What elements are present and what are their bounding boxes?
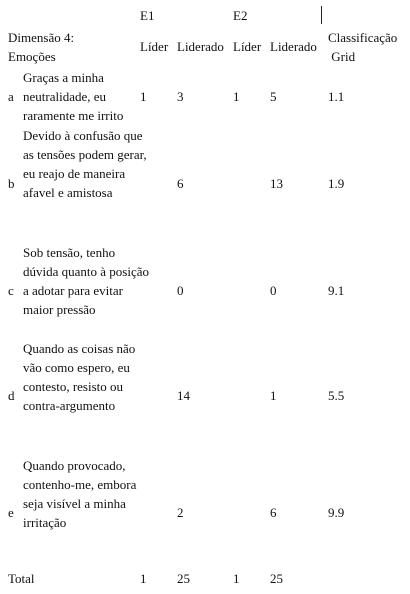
col-header-e2-lider: Líder (233, 39, 262, 54)
col-header-grid: Classificação Grid (328, 30, 398, 64)
cell-e1-liderado: 0 (177, 283, 184, 298)
cell-e1-liderado: 6 (177, 176, 184, 191)
cell-e1-liderado: 2 (177, 505, 184, 520)
total-e2-lider: 1 (233, 571, 240, 586)
row-statement: Quando as coisas não vão como espero, eu contesto, resisto ou contra-argumento (23, 341, 136, 413)
cell-grid: 5.5 (328, 388, 345, 403)
total-e2-liderado: 25 (270, 571, 283, 586)
row-letter: c (8, 283, 14, 298)
row-letter: a (8, 89, 14, 104)
cell-e2-liderado: 6 (270, 505, 277, 520)
row-letter: b (8, 176, 15, 191)
row-statement: Quando provocado, contenho-me, embora seja visível a minha irritação (23, 458, 137, 530)
col-header-e1-liderado: Liderado (177, 39, 224, 54)
row-letter: e (8, 505, 14, 520)
row-statement: Graças a minha neutralidade, eu raramente me irrito (23, 70, 124, 123)
row-statement: Devido à confusão que as tensões podem gerar, eu reajo de maneira afavel e amistosa (23, 128, 147, 200)
group-header-e2: E2 (233, 8, 248, 23)
cell-grid: 9.1 (328, 283, 345, 298)
total-e1-lider: 1 (140, 571, 147, 586)
cell-e1-liderado: 3 (177, 89, 184, 104)
header-divider (321, 6, 322, 24)
cell-e2-liderado: 1 (270, 388, 277, 403)
total-e1-liderado: 25 (177, 571, 190, 586)
cell-grid: 1.9 (328, 176, 345, 191)
cell-e1-liderado: 14 (177, 388, 190, 403)
cell-e2-liderado: 13 (270, 176, 283, 191)
col-header-e2-liderado: Liderado (270, 39, 317, 54)
dimension-title: Dimensão 4: Emoções (8, 30, 75, 64)
cell-grid: 1.1 (328, 89, 345, 104)
group-header-e1: E1 (140, 8, 155, 23)
total-label: Total (8, 571, 35, 586)
cell-e2-liderado: 5 (270, 89, 277, 104)
cell-grid: 9.9 (328, 505, 345, 520)
row-letter: d (8, 388, 15, 403)
row-statement: Sob tensão, tenho dúvida quanto à posição a adotar para evitar maior pressão (23, 245, 149, 317)
cell-e1-lider: 1 (140, 89, 147, 104)
col-header-e1-lider: Líder (140, 39, 169, 54)
cell-e2-lider: 1 (233, 89, 240, 104)
cell-e2-liderado: 0 (270, 283, 277, 298)
